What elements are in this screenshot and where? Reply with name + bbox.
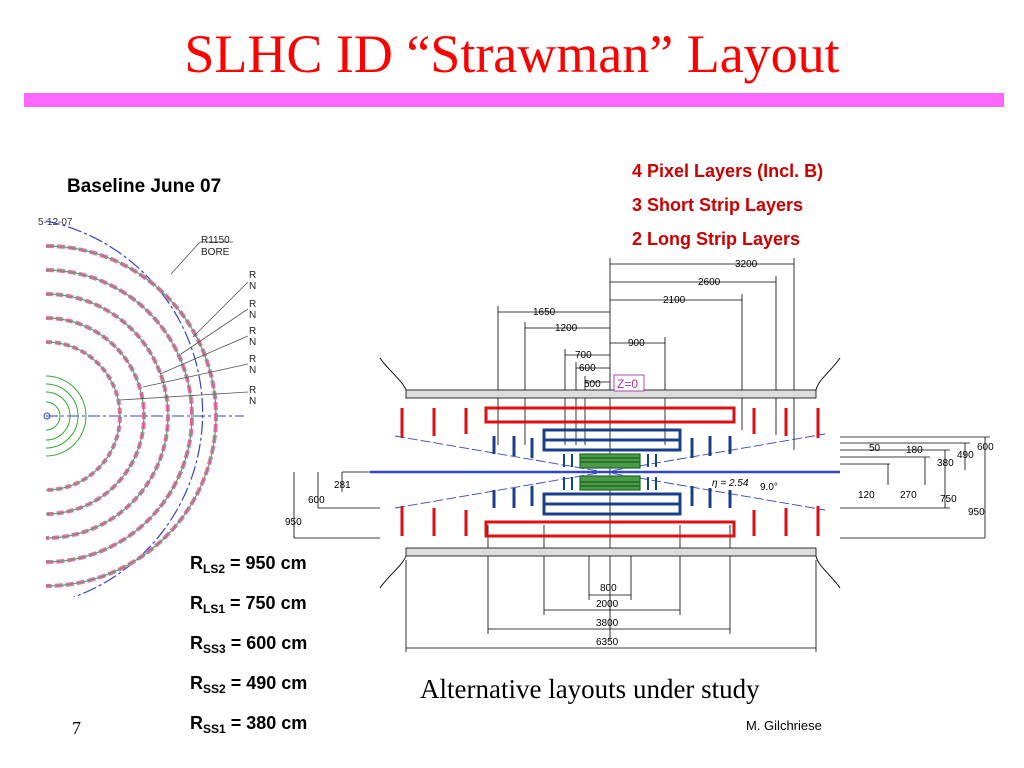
radius-ss2: $R_{SS2} = 490$ cm	[190, 673, 308, 696]
layer-item-long-strip: 2 Long Strip Layers	[632, 229, 801, 249]
eta-label: η = 2.54	[712, 478, 749, 489]
layer-r-label-5: R	[249, 385, 257, 396]
dim-800: 800	[600, 583, 617, 594]
dim-3200: 3200	[735, 259, 758, 270]
cross-section-drawing	[38, 212, 268, 597]
radius-ls2: $R_{LS2} = 950$ cm	[190, 553, 307, 576]
z-origin-label: Z=0	[617, 377, 639, 391]
layer-r-label-3: R	[249, 326, 257, 337]
dim-50: 50	[869, 443, 881, 454]
date-label: 5-12-07	[38, 217, 73, 228]
radius-ls1: $R_{LS1} = 750$ cm	[190, 593, 307, 616]
page-number: 7	[72, 718, 81, 738]
dim-radius-750: 750	[940, 494, 957, 505]
layer-r-label-4: R	[249, 354, 257, 365]
layer-n-label-2: N	[249, 310, 257, 321]
dim-120: 120	[858, 490, 875, 501]
dim-270: 270	[900, 490, 917, 501]
dim-180: 180	[906, 445, 923, 456]
dim-1200: 1200	[555, 323, 578, 334]
layer-item-pixel: 4 Pixel Layers (Incl. B)	[632, 161, 824, 181]
dim-600: 600	[579, 363, 596, 374]
angle-label: 9.0°	[760, 482, 778, 493]
layer-n-label-1: N	[249, 281, 257, 292]
support-tube-top	[406, 390, 816, 398]
slide-title: SLHC ID “Strawman” Layout	[184, 24, 840, 84]
layer-r-label-2: R	[249, 299, 257, 310]
support-tube-bottom	[406, 548, 816, 556]
dim-radius-490: 490	[957, 450, 974, 461]
dim-6350: 6350	[596, 637, 619, 648]
dim-radius-380: 380	[937, 458, 954, 469]
author-label: M. Gilchriese	[746, 718, 822, 733]
longitudinal-layout-drawing	[280, 240, 1000, 660]
baseline-label: Baseline June 07	[67, 176, 222, 197]
dim-left-281: 281	[334, 480, 351, 491]
radius-ss1: $R_{SS1} = 380$ cm	[190, 713, 308, 736]
dim-1650: 1650	[533, 307, 556, 318]
radii-list	[190, 546, 307, 746]
pixel-barrel-top	[580, 454, 640, 468]
dim-left-600: 600	[308, 495, 325, 506]
bore-label: BORE	[201, 247, 230, 258]
dim-left-950: 950	[285, 517, 302, 528]
layer-item-short-strip: 3 Short Strip Layers	[632, 195, 804, 215]
dim-2000: 2000	[596, 599, 619, 610]
dim-900: 900	[628, 338, 645, 349]
radius-ss3: $R_{SS3} = 600$ cm	[190, 633, 308, 656]
title-underline-bar	[24, 93, 1004, 107]
layer-n-label-5: N	[249, 396, 257, 407]
dim-2600: 2600	[698, 277, 721, 288]
dim-radius-950: 950	[968, 507, 985, 518]
dim-radius-600: 600	[977, 442, 994, 453]
layer-n-label-3: N	[249, 337, 257, 348]
dim-3800: 3800	[596, 618, 619, 629]
alternative-layouts-note: Alternative layouts under study	[420, 674, 760, 704]
layer-n-label-4: N	[249, 365, 257, 376]
dim-700: 700	[575, 350, 592, 361]
dim-2100: 2100	[663, 295, 686, 306]
pixel-barrel-bottom	[580, 476, 640, 490]
dim-500: 500	[584, 379, 601, 390]
layer-r-label-1: R	[249, 270, 257, 281]
bore-radius-label: R1150	[201, 235, 230, 246]
